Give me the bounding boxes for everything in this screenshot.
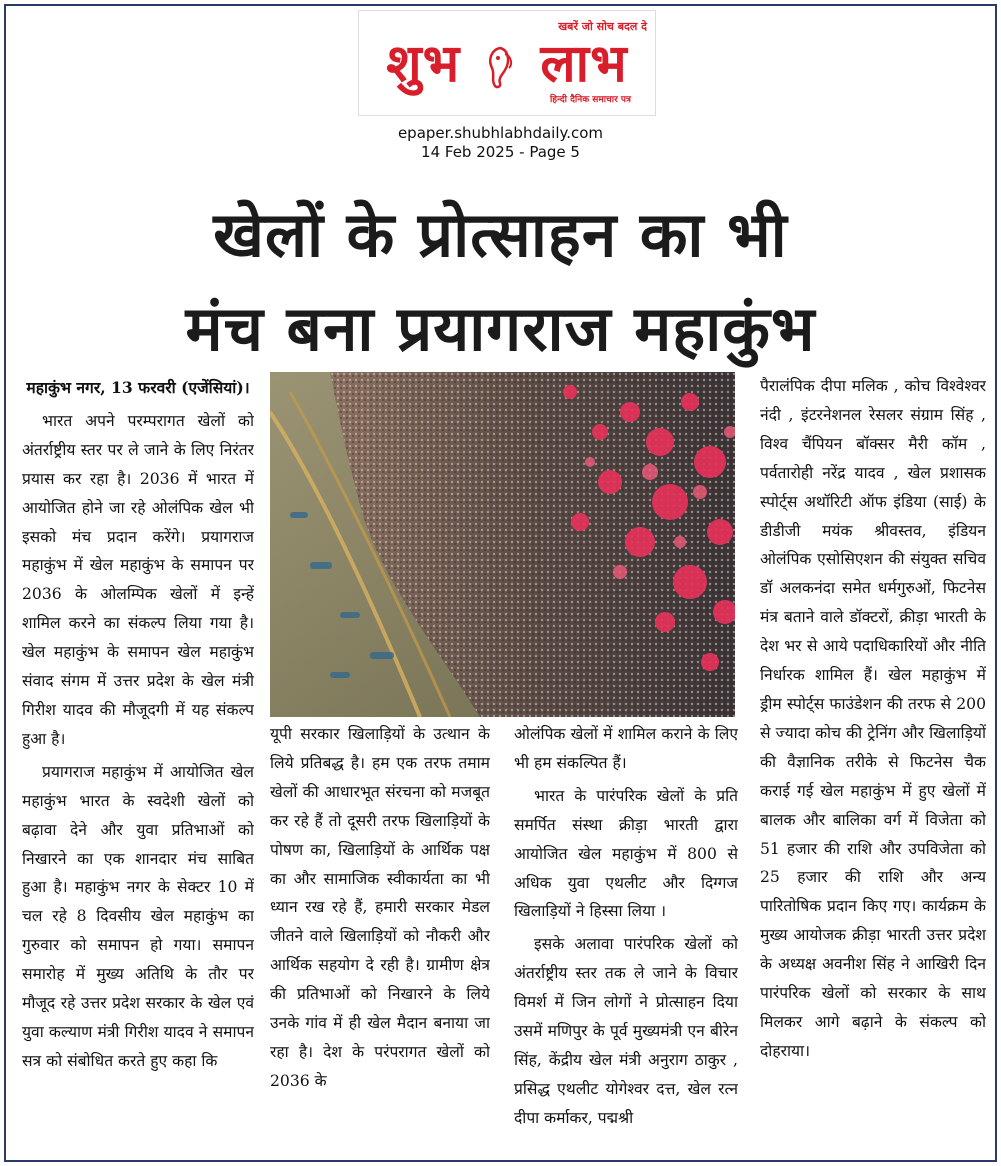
masthead-subtitle: हिन्दी दैनिक समाचार पत्र — [549, 95, 631, 105]
logo-text-left: शुभ — [386, 34, 461, 94]
article-column-3 — [514, 720, 738, 1164]
article-column-4 — [760, 372, 986, 1164]
article-paragraph: प्रयागराज महाकुंभ में आयोजित खेल महाकुंभ भारत के स्वदेशी खेलों को बढ़ावा देने और युवा प्रतिभाओं को निखारने का एक शानदार मंच साबित हुआ है। महाकुंभ नगर के सेक्टर 10 में चल रहे 8 दिवसीय खेल महाकुंभ का गुरुवार को समापन हो गया। समापन समारोह में मुख्य अतिथि के तौर पर मौजूद रहे उत्तर प्रदेश सरकार के खेल एवं युवा कल्याण मंत्री गिरीश यादव ने समापन सत्र को संबोधित करते हुए कहा कि — [22, 762, 254, 1070]
website-url: epaper.shubhlabhdaily.com — [397, 124, 604, 142]
logo-text-right: लाभ — [540, 34, 628, 94]
dateline: महाकुंभ नगर, 13 फरवरी (एजेंसियां)। — [26, 378, 250, 397]
ganesha-icon — [483, 44, 517, 90]
article-paragraph: ओलंपिक खेलों में शामिल कराने के लिए भी हम संकल्पित हैं। — [514, 725, 738, 772]
masthead — [358, 10, 656, 116]
newspaper-page — [4, 4, 997, 1162]
article-column-2 — [270, 720, 490, 1164]
article-paragraph: भारत के पारंपरिक खेलों के प्रति समर्पित संस्था क्रीड़ा भारती द्वारा आयोजित खेल महाकुंभ में 800 से अधिक युवा एथलीट और दिग्गज खिलाड़ियों ने हिस्सा लिया । — [514, 786, 738, 921]
kumbh-aerial-photo — [270, 372, 735, 717]
article-paragraph: पैरालंपिक दीपा मलिक , कोच विश्वेश्वर नंदी , इंटरनेशनल रेसलर संग्राम सिंह , विश्व चैंपियन बॉक्सर मैरी कॉम , पर्वतारोही नरेंद्र यादव , खेल प्रशासक स्पोर्ट्स अथॉरिटी ऑफ इंडिया (साई) के डीडीजी मयंक श्रीवस्तव, इंडियन ओलंपिक एसोसिएशन की संयुक्त सचिव डॉ अलकनंदा समेत धर्मगुरुओं, फिटनेस मंत्र बताने वाले डॉक्टरों, क्रीड़ा भारती के देश भर से आये पदाधिकारियों और नीति निर्धारक शामिल हैं। खेल महाकुंभ में ड्रीम स्पोर्ट्स फाउंडेशन की तरफ से 200 से ज्यादा कोच की ट्रेनिंग और खिलाड़ियों की वैज्ञानिक तरीके से फिटनेस चैक कराई गई खेल महाकुंभ में हुए खेलों में बालक और बालिका वर्ग में विजेता को 51 हजार की राशि और उपविजेता को 25 हजार की राशि और अन्य पारितोषिक प्रदान किए गए। कार्यक्रम के मुख्य आयोजक क्रीड़ा भारती उत्तर प्रदेश के अध्यक्ष अवनीश सिंह ने आखिरी दिन पारंपरिक खेलों को सरकार के साथ मिलकर आगे बढ़ाने के संकल्प को दोहराया। — [760, 377, 986, 1060]
article-paragraph: यूपी सरकार खिलाड़ियों के उत्थान के लिये प्रतिबद्ध है। हम एक तरफ तमाम खेलों की आधारभूत संरचना को मजबूत कर रहे हैं तो दूसरी तरफ खिलाड़ियों के पोषण का, खिलाड़ियों के आर्थिक पक्ष का और सामाजिक स्वीकार्यता का भी ध्यान रख रहे हैं, हमारी सरकार मेडल जीतने वाले खिलाड़ियों को नौकरी और आर्थिक सहयोग दे रही है। ग्रामीण क्षेत्र की प्रतिभाओं को निखारने के लिये उनके गांव में ही खेल मैदान बनाया जा रहा है। देश के परंपरागत खेलों को 2036 के — [270, 725, 490, 1090]
headline-line-2: मंच बना प्रयागराज महाकुंभ — [185, 292, 816, 365]
headline — [16, 188, 985, 376]
article-paragraph: भारत अपने परम्परागत खेलों को अंतर्राष्ट्रीय स्तर पर ले जाने के लिए निरंतर प्रयास कर रहा है। 2036 में भारत में आयोजित होने जा रहे ओलंपिक खेल भी इसको मंच प्रदान करेंगे। प्रयागराज महाकुंभ में खेल महाकुंभ के समापन पर 2036 के ओलम्पिक खेलों में इन्हें शामिल करने का संकल्प लिया गया है। खेल महाकुंभ के समापन खेल महाकुंभ संवाद संगम में उत्तर प्रदेश के खेल मंत्री गिरीश यादव की मौजूदगी में यह संकल्प हुआ है। — [22, 411, 254, 748]
edition-date-page: 14 Feb 2025 - Page 5 — [421, 143, 580, 161]
newspaper-logo — [359, 31, 655, 97]
article-column-1 — [22, 374, 254, 1164]
edition-info — [6, 124, 995, 162]
headline-line-1: खेलों के प्रोत्साहन का भी — [213, 198, 788, 271]
masthead-tagline: खबरें जो सोच बदल दे — [558, 20, 647, 33]
article-paragraph: इसके अलावा पारंपरिक खेलों को अंतर्राष्ट्रीय स्तर तक ले जाने के विचार विमर्श में जिन लोगों ने प्रोत्साहन दिया उसमें मणिपुर के पूर्व मुख्यमंत्री एन बीरेन सिंह, केंद्रीय खेल मंत्री अनुराग ठाकुर , प्रसिद्ध एथलीट योगेश्वर दत्त, खेल रत्न दीपा कर्माकर, पद्मश्री — [514, 935, 738, 1127]
